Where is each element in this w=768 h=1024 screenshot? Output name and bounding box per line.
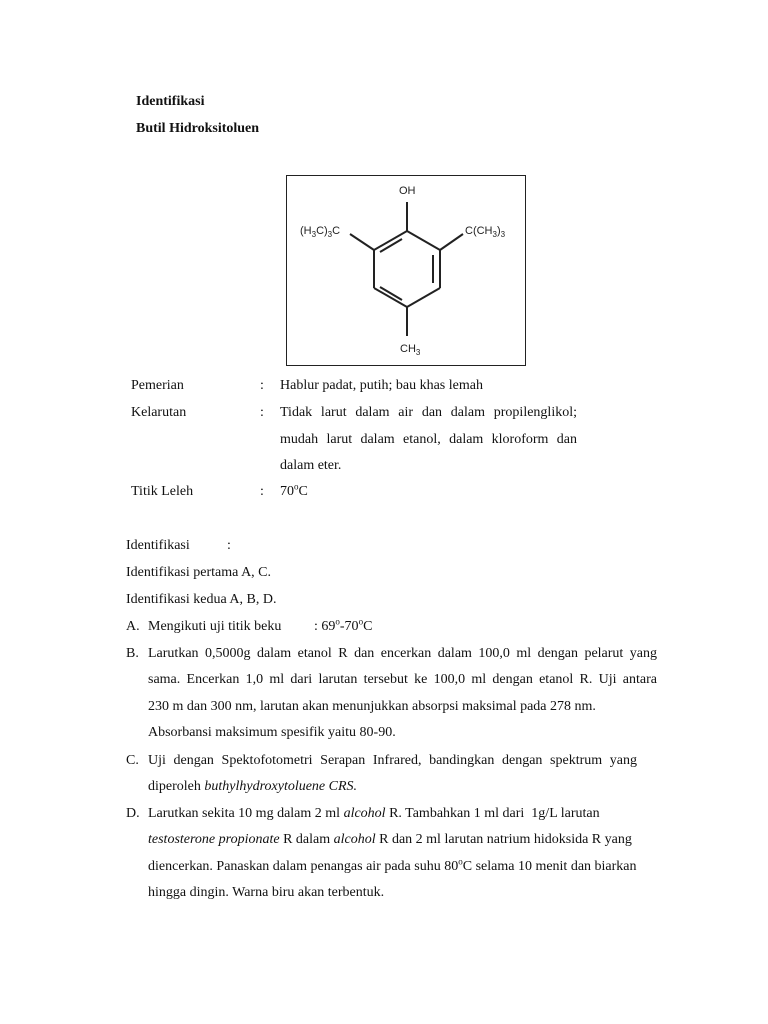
titik-leleh-label: Titik Leleh	[131, 484, 194, 499]
item-d-line-3: diencerkan. Panaskan dalam penangas air pada suhu 80$^o$C selama 10 menit dan biarkan	[148, 856, 637, 874]
item-b-line-1: Larutkan 0,5000g dalam etanol R dan encerkan dalam 100,0 ml dengan pelarut yang	[148, 646, 657, 661]
item-d-marker: D.	[126, 806, 140, 821]
item-b-line-2: sama. Encerkan 1,0 ml dari larutan tersebut ke 100,0 ml dengan etanol R. Uji antara	[148, 672, 657, 687]
heading-identifikasi: Identifikasi	[136, 94, 205, 109]
item-a-marker: A.	[126, 619, 140, 634]
item-b-line-4: Absorbansi maksimum spesifik yaitu 80-90.	[148, 725, 396, 740]
right-tert-butyl-label: $C(CH_3)_3$	[465, 225, 506, 239]
item-c-line-2: diperoleh buthylhydroxytoluene CRS.	[148, 779, 358, 794]
benzene-ring	[350, 202, 463, 336]
titik-leleh-value: 70$^o$C	[280, 481, 308, 499]
pemerian-colon: :	[260, 378, 264, 393]
item-d-line-1: Larutkan sekita 10 mg dalam 2 ml alcohol R. Tambahkan 1 ml dari 1g/L larutan	[148, 806, 600, 821]
item-b-marker: B.	[126, 646, 139, 661]
heading-compound-name: Butil Hidroksitoluen	[136, 121, 260, 136]
left-tert-butyl-label: $(H_3C)_3C$	[300, 225, 341, 239]
item-a-value: : 69$^o$-70$^o$C	[314, 616, 373, 634]
hydroxyl-label: OH	[399, 185, 416, 197]
pemerian-value: Hablur padat, putih; bau khas lemah	[280, 378, 483, 393]
item-d-line-4: hingga dingin. Warna biru akan terbentuk.	[148, 885, 385, 900]
kelarutan-line-3: dalam eter.	[280, 458, 342, 473]
chemical-structure-figure	[286, 175, 526, 366]
identifikasi-label: Identifikasi	[126, 538, 190, 553]
titik-leleh-colon: :	[260, 484, 264, 499]
item-a-text: Mengikuti uji titik beku	[148, 619, 282, 634]
methyl-label: $CH_3$	[400, 343, 421, 357]
item-b-line-3: 230 m dan 300 nm, larutan akan menunjukkan absorpsi maksimal pada 278 nm.	[148, 699, 596, 714]
bht-structure-drawing	[287, 176, 527, 367]
item-c-line-1: Uji dengan Spektofotometri Serapan Infrared, bandingkan dengan spektrum yang	[148, 753, 637, 768]
pemerian-label: Pemerian	[131, 378, 184, 393]
identifikasi-kedua: Identifikasi kedua A, B, D.	[126, 592, 277, 607]
kelarutan-line-2: mudah larut dalam etanol, dalam kloroform dan	[280, 432, 577, 447]
kelarutan-colon: :	[260, 405, 264, 420]
item-d-line-2: testosterone propionate R dalam alcohol R dan 2 ml larutan natrium hidoksida R yang	[148, 832, 632, 847]
item-c-marker: C.	[126, 753, 139, 768]
identifikasi-colon: :	[227, 538, 231, 553]
kelarutan-line-1: Tidak larut dalam air dan dalam propilenglikol;	[280, 405, 577, 420]
identifikasi-pertama: Identifikasi pertama A, C.	[126, 565, 272, 580]
kelarutan-label: Kelarutan	[131, 405, 187, 420]
